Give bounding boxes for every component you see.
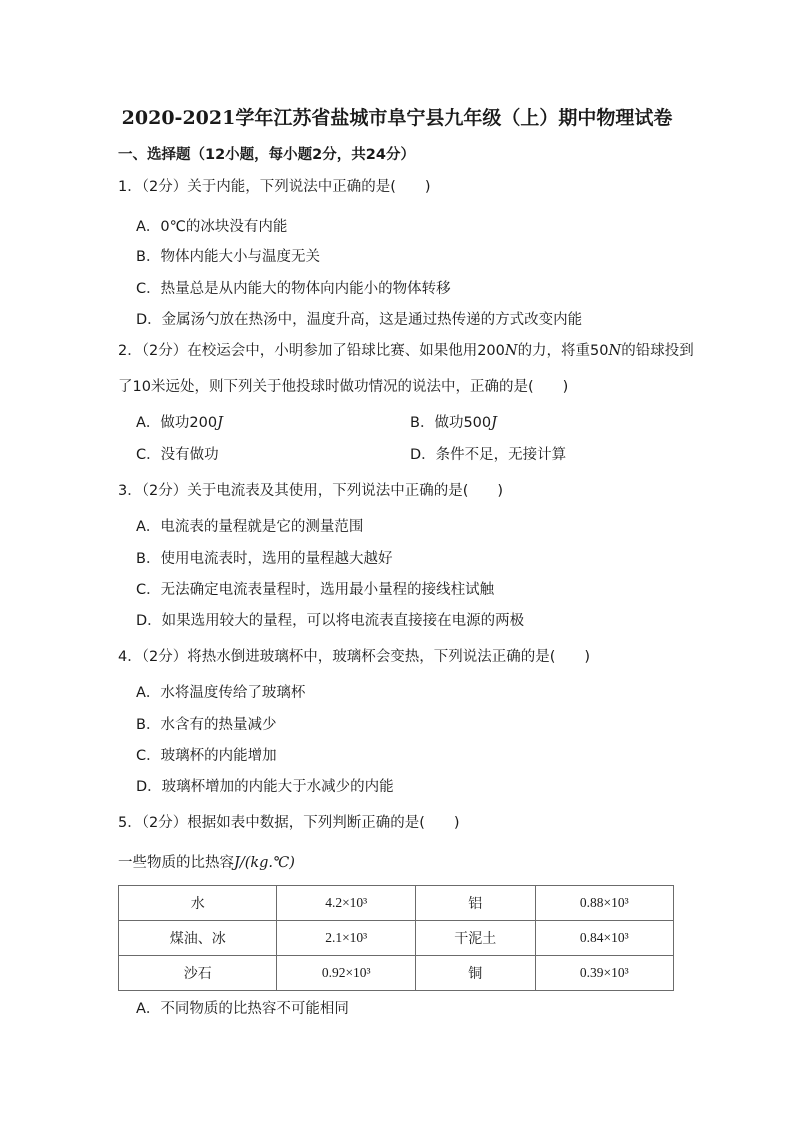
section-heading: 一、选择题（12小题，每小题2分，共24分） (118, 147, 415, 163)
table-cell-value: 0.88×10³ (535, 886, 674, 921)
table-cell-substance: 干泥土 (415, 921, 535, 956)
question-4-stem: 4．（2分）将热水倒进玻璃杯中，玻璃杯会变热，下列说法正确的是( ) (118, 649, 591, 665)
q2-option-b-text: B．做功500 (410, 415, 492, 431)
question-2-option-a (136, 412, 223, 434)
q2-option-a-unit: J (217, 415, 223, 431)
q2-option-a-text: A．做功200 (136, 415, 218, 431)
question-3-option-b: B．使用电流表时，选用的量程越大越好 (136, 551, 393, 567)
table-cell-value: 2.1×10³ (277, 921, 415, 956)
q2-unit-newton-2: N (608, 343, 622, 359)
table-cell-value: 0.84×10³ (535, 921, 674, 956)
table-cell-substance: 沙石 (119, 956, 277, 991)
table-row (119, 886, 674, 921)
question-1-stem: 1．（2分）关于内能，下列说法中正确的是( ) (118, 179, 431, 195)
question-2-option-b (410, 412, 497, 434)
question-5-stem: 5．（2分）根据如表中数据，下列判断正确的是( ) (118, 815, 460, 831)
question-2-stem-line-2: 了10米远处，则下列关于他投球时做功情况的说法中，正确的是( ) (118, 379, 569, 395)
question-4-option-b: B．水含有的热量减少 (136, 717, 277, 733)
table-caption-text: 一些物质的比热容 (118, 855, 234, 871)
table-cell-value: 4.2×10³ (277, 886, 415, 921)
question-2-stem-line-1 (118, 340, 694, 362)
question-4-option-a: A．水将温度传给了玻璃杯 (136, 685, 306, 701)
question-2-option-c: C．没有做功 (136, 447, 219, 463)
question-1-option-d: D．金属汤勺放在热汤中，温度升高，这是通过热传递的方式改变内能 (136, 312, 583, 328)
question-1-option-a: A．0℃的冰块没有内能 (136, 219, 288, 235)
question-5-option-a: A．不同物质的比热容不可能相同 (136, 1001, 349, 1017)
table-row (119, 921, 674, 956)
question-3-option-c: C．无法确定电流表量程时，选用最小量程的接线柱试触 (136, 582, 495, 598)
table-cell-substance: 水 (119, 886, 277, 921)
table-cell-value: 0.92×10³ (277, 956, 415, 991)
question-2-option-d: D．条件不足，无接计算 (410, 447, 567, 463)
table-caption-unit: J/(kg.℃) (234, 855, 295, 871)
question-3-option-d: D．如果选用较大的量程，可以将电流表直接接在电源的两极 (136, 613, 525, 629)
table-row (119, 956, 674, 991)
q2-stem-part-1: 2．（2分）在校运会中，小明参加了铅球比赛、如果他用200 (118, 343, 505, 359)
specific-heat-table (118, 885, 674, 991)
question-1-option-b: B．物体内能大小与温度无关 (136, 249, 320, 265)
q2-stem-part-3: 的铅球投到 (621, 343, 694, 359)
q2-unit-newton-1: N (504, 343, 518, 359)
question-3-option-a: A．电流表的量程就是它的测量范围 (136, 519, 364, 535)
question-3-stem: 3．（2分）关于电流表及其使用，下列说法中正确的是( ) (118, 483, 504, 499)
table-cell-substance: 铜 (415, 956, 535, 991)
question-4-option-d: D．玻璃杯增加的内能大于水减少的内能 (136, 779, 394, 795)
question-1-option-c: C．热量总是从内能大的物体向内能小的物体转移 (136, 281, 451, 297)
exam-title: 2020-2021学年江苏省盐城市阜宁县九年级（上）期中物理试卷 (121, 107, 673, 129)
table-cell-substance: 铝 (415, 886, 535, 921)
table-cell-substance: 煤油、冰 (119, 921, 277, 956)
q2-option-b-unit: J (491, 415, 497, 431)
question-4-option-c: C．玻璃杯的内能增加 (136, 748, 277, 764)
table-cell-value: 0.39×10³ (535, 956, 674, 991)
q2-stem-part-2: 的力，将重50 (517, 343, 609, 359)
table-caption (118, 852, 295, 874)
